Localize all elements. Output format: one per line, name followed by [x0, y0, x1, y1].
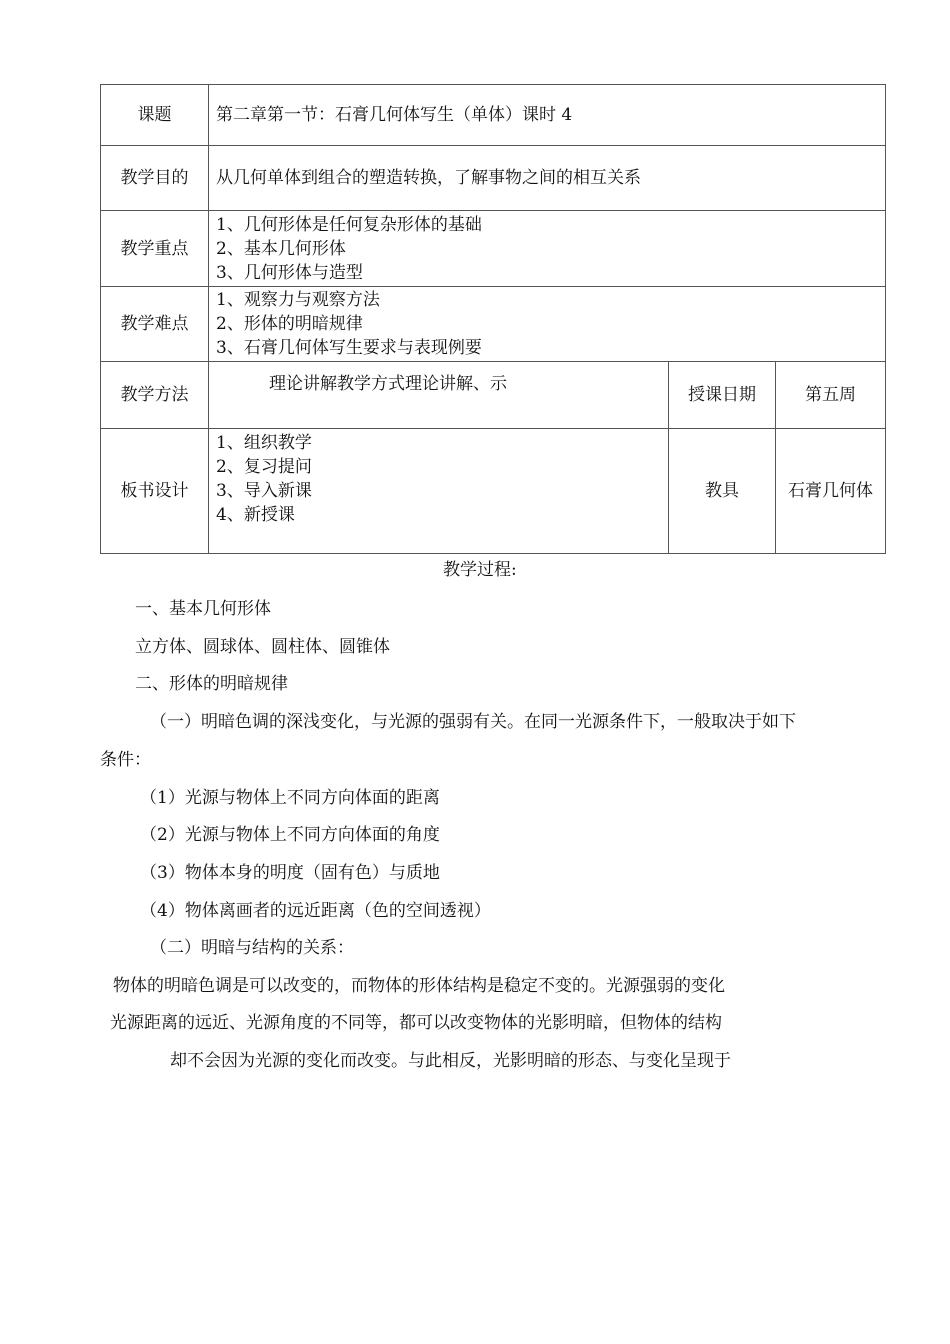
difficulty-list [209, 287, 886, 362]
board-item: 3、导入新课 [216, 481, 312, 501]
paragraph-1-line-2: 条件： [100, 750, 151, 770]
board-item: 4、新授课 [216, 505, 295, 525]
paragraph-2-line-3: 却不会因为光源的变化而改变。与此相反，光影明暗的形态、与变化呈现于 [170, 1051, 731, 1071]
board-label: 板书设计 [101, 429, 209, 554]
tools-value: 石膏几何体 [776, 429, 886, 554]
process-heading: 教学过程: [443, 560, 517, 580]
difficulty-label: 教学难点 [101, 287, 209, 362]
focus-item: 2、基本几何形体 [216, 238, 346, 259]
goal-label: 教学目的 [101, 146, 209, 211]
board-row [101, 429, 886, 554]
paragraph-2-title: （二）明暗与结构的关系： [150, 938, 354, 958]
difficulty-item: 1、观察力与观察方法 [216, 290, 380, 310]
condition-4: （4）物体离画者的远近距离（色的空间透视） [140, 901, 491, 921]
focus-label: 教学重点 [101, 211, 209, 287]
board-list [209, 429, 669, 554]
method-value: 理论讲解教学方式理论讲解、示 [209, 362, 669, 429]
date-label: 授课日期 [669, 362, 776, 429]
condition-1: （1）光源与物体上不同方向体面的距离 [140, 788, 440, 808]
difficulty-item: 2、形体的明暗规律 [216, 314, 363, 334]
topic-row [101, 85, 886, 146]
section-1-title: 一、基本几何形体 [135, 599, 271, 619]
paragraph-1-line-1: （一）明暗色调的深浅变化，与光源的强弱有关。在同一光源条件下，一般取决于如下 [150, 712, 796, 732]
focus-item: 1、几何形体是任何复杂形体的基础 [216, 214, 482, 235]
section-1-body: 立方体、圆球体、圆柱体、圆锥体 [135, 637, 390, 657]
difficulty-row [101, 287, 886, 362]
focus-row [101, 211, 886, 287]
date-value: 第五周 [776, 362, 886, 429]
paragraph-2-line-1: 物体的明暗色调是可以改变的，而物体的形体结构是稳定不变的。光源强弱的变化 [113, 976, 725, 996]
method-label: 教学方法 [101, 362, 209, 429]
topic-label: 课题 [101, 85, 209, 146]
board-item: 2、复习提问 [216, 457, 312, 477]
board-item: 1、组织教学 [216, 433, 312, 453]
difficulty-item: 3、石膏几何体写生要求与表现例要 [216, 338, 482, 358]
focus-item: 3、几何形体与造型 [216, 262, 363, 283]
method-row [101, 362, 886, 429]
goal-value: 从几何单体到组合的塑造转换，了解事物之间的相互关系 [209, 146, 886, 211]
focus-list [209, 211, 886, 287]
tools-label: 教具 [669, 429, 776, 554]
paragraph-2-line-2: 光源距离的远近、光源角度的不同等，都可以改变物体的光影明暗，但物体的结构 [110, 1013, 722, 1033]
lesson-plan-table [100, 84, 886, 554]
condition-3: （3）物体本身的明度（固有色）与质地 [140, 863, 440, 883]
section-2-title: 二、形体的明暗规律 [135, 674, 288, 694]
goal-row [101, 146, 886, 211]
topic-value: 第二章第一节：石膏几何体写生（单体）课时 4 [209, 85, 886, 146]
condition-2: （2）光源与物体上不同方向体面的角度 [140, 825, 440, 845]
